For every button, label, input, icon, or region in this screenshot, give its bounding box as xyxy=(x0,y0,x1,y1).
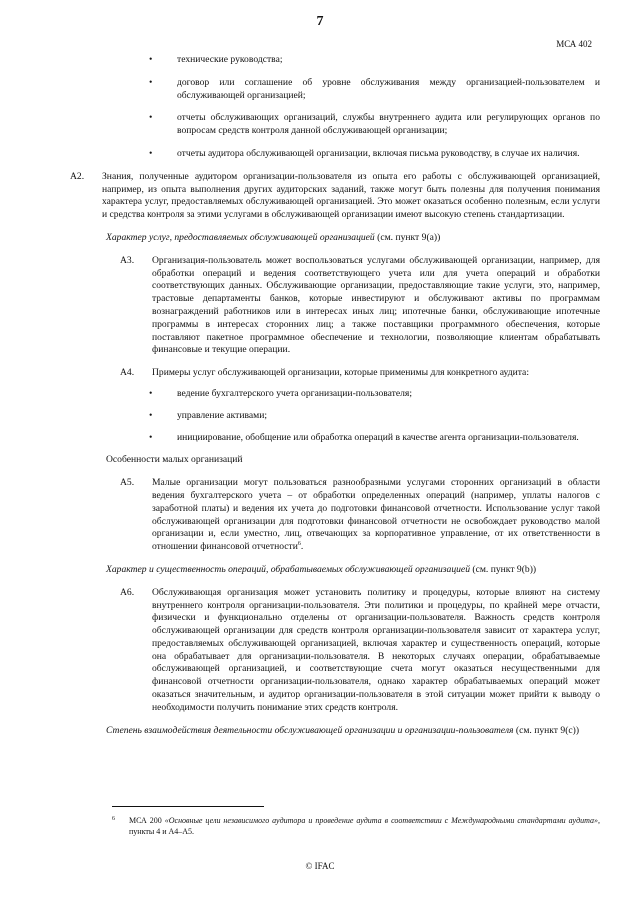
paragraph-a4 xyxy=(112,367,600,380)
list-item: • инициирование, обобщение или обработка операций в качестве агента организации-пользователя. xyxy=(149,431,579,443)
paragraph-a2 xyxy=(62,171,600,222)
paragraph-a5 xyxy=(112,477,600,554)
footnote-reference: 6 xyxy=(297,540,301,547)
paragraph-text: Организация-пользователь может воспользоваться услугами обслуживающей организации, например, для обработки операций и ведения соответствующего учета или для учета операций и обработки соответствующих данных. Обслуживающие организации, предоставляющие такие услуги, это, например, трастовые департаменты банков, которые инвестируют и обслуживают активы по программам вознаграждений работников или в интересах иных лиц; ипотечные банки, обслуживающие ипотечные программы в интересах сторонних лиц; а также поставщики программного обеспечения, которые поставляют пакетное программное обеспечение и технологии, позволяющие клиентам обрабатывать финансовые и текущие операции. xyxy=(152,254,600,356)
footnote-divider xyxy=(112,806,264,807)
bullet-icon: • xyxy=(149,112,153,124)
paragraph-number: A5. xyxy=(120,477,135,489)
paragraph-text: Знания, полученные аудитором организации-пользователя из опыта его работы с обслуживающей организацией, например, из опыта выполнения других аудиторских заданий, также могут быть полезны для получения понимания характера услуг, предоставляемых обслуживающей организацией. Это может оказаться особенно полезным, если услуги и средства контроля за этими услугами в обслуживающей организации имеют высокую степень стандартизации. xyxy=(102,170,600,221)
list-item: • договор или соглашение об уровне обслуживания между организацией-пользователем и обслуживающей организацией; xyxy=(149,76,600,101)
document-code: МСА 402 xyxy=(556,39,592,49)
paragraph-number: A6. xyxy=(120,586,135,598)
paragraph-text: Обслуживающая организация может установить политику и процедуры, которые влияют на систему внутреннего контроля организации-пользователя. Эти политики и процедуры, по крайней мере отчасти, физически и функционально отделены от организации-пользователя. Важность средств контроля обслуживающей организации для средств контроля организации-пользователя зависит от характера услуг, предоставляемых обслуживающей организацией, включая характер и существенность операций, которые она обрабатывает для организации-пользователя. В некоторых случаях операции, обрабатываемые обслуживающей организацией, и соответствующие счета могут оказаться несущественными для финансовой отчетности организации-пользователя, однако характер обрабатываемых операций может оказаться значительным, и аудитор организации-пользователя в этой ситуации может прийти к выводу о необходимости получить понимание этих средств контроля. xyxy=(152,586,600,713)
section-heading-small-entities: Особенности малых организаций xyxy=(106,454,243,466)
footnote xyxy=(112,815,600,837)
footnote-mark: 6 xyxy=(112,816,115,822)
bullet-icon: • xyxy=(149,409,153,421)
main-content xyxy=(70,54,600,737)
paragraph-number: A4. xyxy=(120,367,135,379)
paragraph-text: Примеры услуг обслуживающей организации, которые применимы для конкретного аудита: xyxy=(152,367,529,379)
list-item: • отчеты аудитора обслуживающей организации, включая письма руководству, в случае их наличия. xyxy=(149,147,580,159)
page-number: 7 xyxy=(316,14,324,29)
paragraph-number: A3. xyxy=(120,254,135,266)
section-heading-service-nature xyxy=(106,232,600,245)
heading-italic: Характер услуг, предоставляемых обслуживающей организацией xyxy=(106,231,375,243)
section-heading-interaction-degree xyxy=(106,725,600,738)
footnote-text: МСА 200 «Основные цели независимого аудитора и проведение аудита в соответствии с Международными стандартами аудита», пункты 4 и А4–А5. xyxy=(129,816,600,836)
list-item: • отчеты обслуживающих организаций, службы внутреннего аудита или регулирующих органов по вопросам средств контроля данной обслуживающей организации; xyxy=(149,112,600,137)
copyright-footer: © IFAC xyxy=(305,861,335,871)
list-item: • технические руководства; xyxy=(149,54,283,65)
bullet-icon: • xyxy=(149,387,153,399)
paragraph-a3 xyxy=(112,255,600,357)
heading-reference: (см. пункт 9(b)) xyxy=(470,563,537,575)
a4-bullet-list xyxy=(112,388,600,444)
paragraph-text: Малые организации могут пользоваться разнообразными услугами сторонних организаций в области ведения бухгалтерского учета – от обработки определенных операций (например, уплаты налогов с заработной платы) и ведения их учета до подготовки финансовой отчетности. Использование услуг такой обслуживающей организации для подготовки финансовой отчетности не освобождает руководство малой организации и, если уместно, лиц, отвечающих за корпоративное управление, от их ответственности в отношении финансовой отчетности$^6$. xyxy=(152,477,600,553)
heading-reference: (см. пункт 9(c)) xyxy=(513,724,580,736)
list-item: • ведение бухгалтерского учета организации-пользователя; xyxy=(149,387,412,399)
heading-italic: Степень взаимодействия деятельности обслуживающей организации и организации-пользователя xyxy=(106,724,514,736)
paragraph-a6 xyxy=(112,587,600,715)
bullet-icon: • xyxy=(149,76,153,88)
paragraph-number: A2. xyxy=(70,170,85,182)
bullet-icon: • xyxy=(149,431,153,443)
list-item: • управление активами; xyxy=(149,409,268,421)
bullet-icon: • xyxy=(149,54,153,65)
section-heading-operations-nature xyxy=(106,564,600,577)
heading-reference: (см. пункт 9(a)) xyxy=(374,231,441,243)
bullet-icon: • xyxy=(149,147,153,159)
heading-italic: Характер и существенность операций, обрабатываемых обслуживающей организацией xyxy=(106,563,470,575)
intro-bullet-list xyxy=(112,54,600,161)
